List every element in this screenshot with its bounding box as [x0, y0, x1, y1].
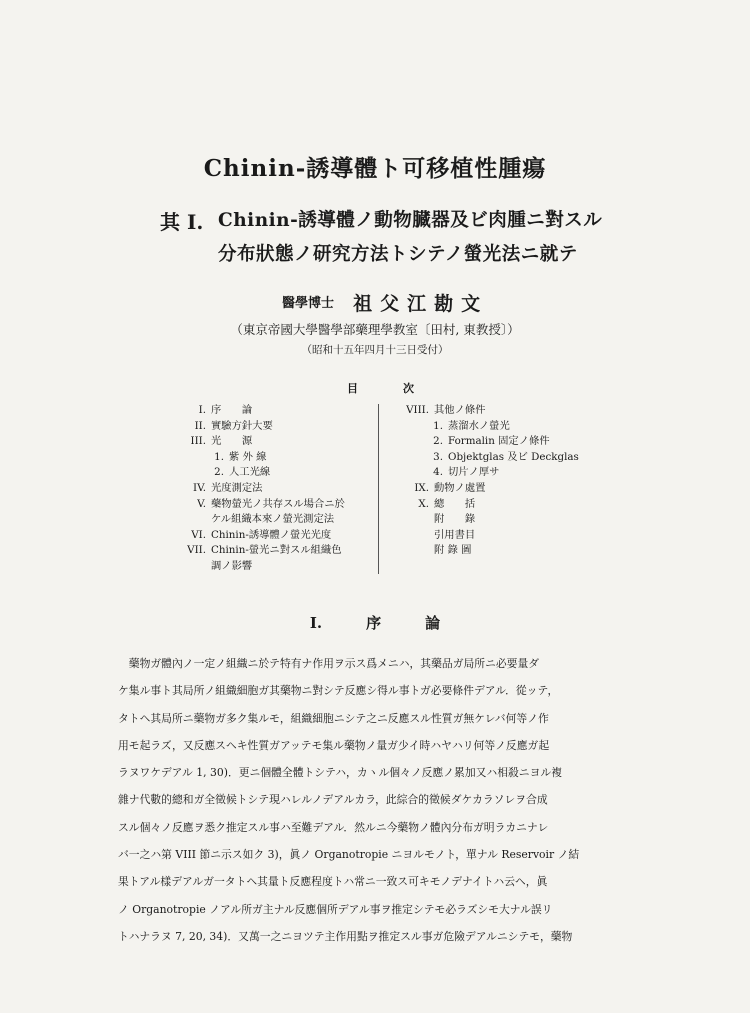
toc-row-number: III.: [190, 435, 206, 448]
toc-row-text: 切片ノ厚サ: [448, 466, 500, 479]
toc-row-number: 2.: [433, 435, 443, 448]
toc-row: [385, 543, 635, 559]
toc-row-text: Objektglas 及ビ Deckglas: [448, 450, 579, 463]
paper-title: Chinin-誘導體ト可移植性腫瘍: [203, 155, 547, 182]
toc-heading-left: 目: [347, 382, 358, 395]
toc-row-number: 1.: [433, 419, 443, 432]
toc-row-text: 調ノ影響: [211, 559, 253, 572]
toc-row-text: 光 源: [211, 435, 253, 448]
toc-row-text: 動物ノ處置: [434, 481, 486, 494]
body-line: 果トアル樣デアルガ一タトヘ其量ト反應程度トハ常ニ一致ス可キモノデナイトハ云ヘ，眞: [118, 875, 548, 889]
toc-row: [385, 434, 635, 450]
part-label: 其 I.: [160, 210, 204, 234]
toc-row: [150, 419, 375, 435]
toc-row-number: VIII.: [406, 404, 429, 416]
toc-row-number: 2.: [214, 466, 224, 479]
toc-row-text: 附 錄: [434, 513, 476, 526]
toc-row-text: 序 論: [211, 404, 253, 416]
toc-row-text: 紫 外 線: [229, 450, 267, 463]
toc-row: [150, 450, 375, 466]
toc-row-text: ケル組織本來ノ螢光測定法: [211, 513, 335, 526]
body-line: ノ Organotropie ノアル所ガ主ナル反應個所デアル事ヲ推定シテモ必ラズシモ大ナル誤リ: [118, 902, 553, 916]
toc-row-text: Chinin-誘導體ノ螢光光度: [211, 528, 332, 541]
toc-row-number: VII.: [187, 544, 206, 557]
received-date: （昭和十五年四月十三日受付）: [301, 344, 449, 356]
author-line: [282, 289, 488, 316]
toc-row: [385, 403, 635, 419]
body-line: バ一之ハ第 VIII 節ニ示ス如ク 3)，眞ノ Organotropie ニヨルモノト，單ナル Reservoir ノ結: [118, 848, 580, 862]
toc-row-number: X.: [418, 497, 429, 510]
body-line: ラヌワケデアル 1, 30)．更ニ個體全體トシテハ，カヽル個々ノ反應ノ累加又ハ相殺ニヨル複: [118, 766, 562, 780]
author-name: 祖父江勘文: [353, 293, 489, 315]
toc-row: [150, 528, 375, 544]
toc-row-text: 引用書目: [434, 528, 476, 541]
toc-row: [150, 465, 375, 481]
toc-row: [385, 528, 635, 544]
toc-row-text: Formalin 固定ノ條件: [448, 435, 550, 448]
subtitle-line-2: 分布狀態ノ研究方法トシテノ螢光法ニ就テ: [218, 244, 578, 265]
toc-row-number: IV.: [193, 481, 206, 494]
toc-row-number: IX.: [414, 481, 429, 494]
toc-row-text: 光度測定法: [211, 481, 263, 494]
toc-right-column: [385, 403, 635, 559]
toc-row: [385, 497, 635, 513]
toc-row-text: Chinin-螢光ニ對スル組織色: [211, 544, 342, 557]
toc-row-text: 人工光線: [229, 466, 271, 479]
toc-row: [385, 465, 635, 481]
toc-row-number: 4.: [433, 466, 443, 479]
author-degree: 醫學博士: [282, 296, 335, 311]
section-number: I.: [309, 614, 323, 632]
toc-row-text: 藥物螢光ノ共存スル場合ニ於: [211, 497, 345, 510]
toc-row-number: 3.: [433, 450, 443, 463]
toc-row-text: 附 錄 圖: [434, 544, 472, 557]
toc-row: [385, 419, 635, 435]
section-heading: [0, 612, 750, 633]
toc-row-text: 實驗方針大要: [211, 419, 273, 432]
toc-row: [150, 543, 375, 559]
toc-row-text: 蒸溜水ノ螢光: [448, 419, 510, 432]
body-text: [118, 650, 638, 950]
toc-divider: [378, 404, 379, 574]
toc-row-number: V.: [197, 497, 206, 510]
toc-row-text: 總 括: [434, 497, 476, 510]
toc-row-number: 1.: [214, 450, 224, 463]
toc-row: [150, 512, 375, 528]
section-title-a: 序: [366, 614, 382, 632]
affiliation: （東京帝國大學醫學部藥理學教室〔田村, 東教授〕）: [230, 322, 520, 337]
toc-row: [150, 403, 375, 419]
toc-row: [385, 481, 635, 497]
body-line: タトヘ其局所ニ藥物ガ多ク集ルモ，組織細胞ニシテ之ニ反應スル性質ガ無ケレバ何等ノ作: [118, 711, 549, 725]
toc-row: [150, 481, 375, 497]
section-title-b: 論: [425, 614, 441, 632]
subtitle-line-1: Chinin-誘導體ノ動物臓器及ビ肉腫ニ對スル: [218, 210, 603, 231]
toc-row-number: II.: [194, 419, 206, 432]
body-line: 藥物ガ體內ノ一定ノ組織ニ於テ特有ナ作用ヲ示ス爲メニハ，其藥品ガ局所ニ必要量ダ: [118, 657, 540, 670]
toc-row: [150, 559, 375, 575]
toc-row-number: VI.: [191, 528, 206, 541]
body-line: ケ集ル事ト其局所ノ組織細胞ガ其藥物ニ對シテ反應シ得ル事トガ必要條件デアル．從ッテ，: [118, 684, 559, 698]
body-line: スル個々ノ反應ヲ悉ク推定スル事ハ至難デアル．然ルニ今藥物ノ體內分布ガ明ラカニナレ: [118, 820, 549, 834]
toc-row-number: I.: [198, 404, 206, 416]
body-line: 雜ナ代數的總和ガ全徵候トシテ現ハレルノデアルカラ，此綜合的徵候ダケカラソレヲ合成: [118, 793, 548, 807]
toc-left-column: [150, 403, 375, 575]
toc-row: [150, 497, 375, 513]
toc-heading-right: 次: [403, 382, 414, 395]
toc-row: [150, 434, 375, 450]
toc-row: [385, 512, 635, 528]
toc-row-text: 其他ノ條件: [434, 404, 486, 416]
body-line: 用モ起ラズ，又反應スヘキ性質ガアッテモ集ル藥物ノ量ガ少イ時ハヤハリ何等ノ反應ガ起: [118, 738, 550, 752]
body-line: トハナラヌ 7, 20, 34)．又萬一之ニヨツテ主作用點ヲ推定スル事ガ危險デアルニシテモ，藥物: [118, 929, 573, 943]
toc-row: [385, 450, 635, 466]
